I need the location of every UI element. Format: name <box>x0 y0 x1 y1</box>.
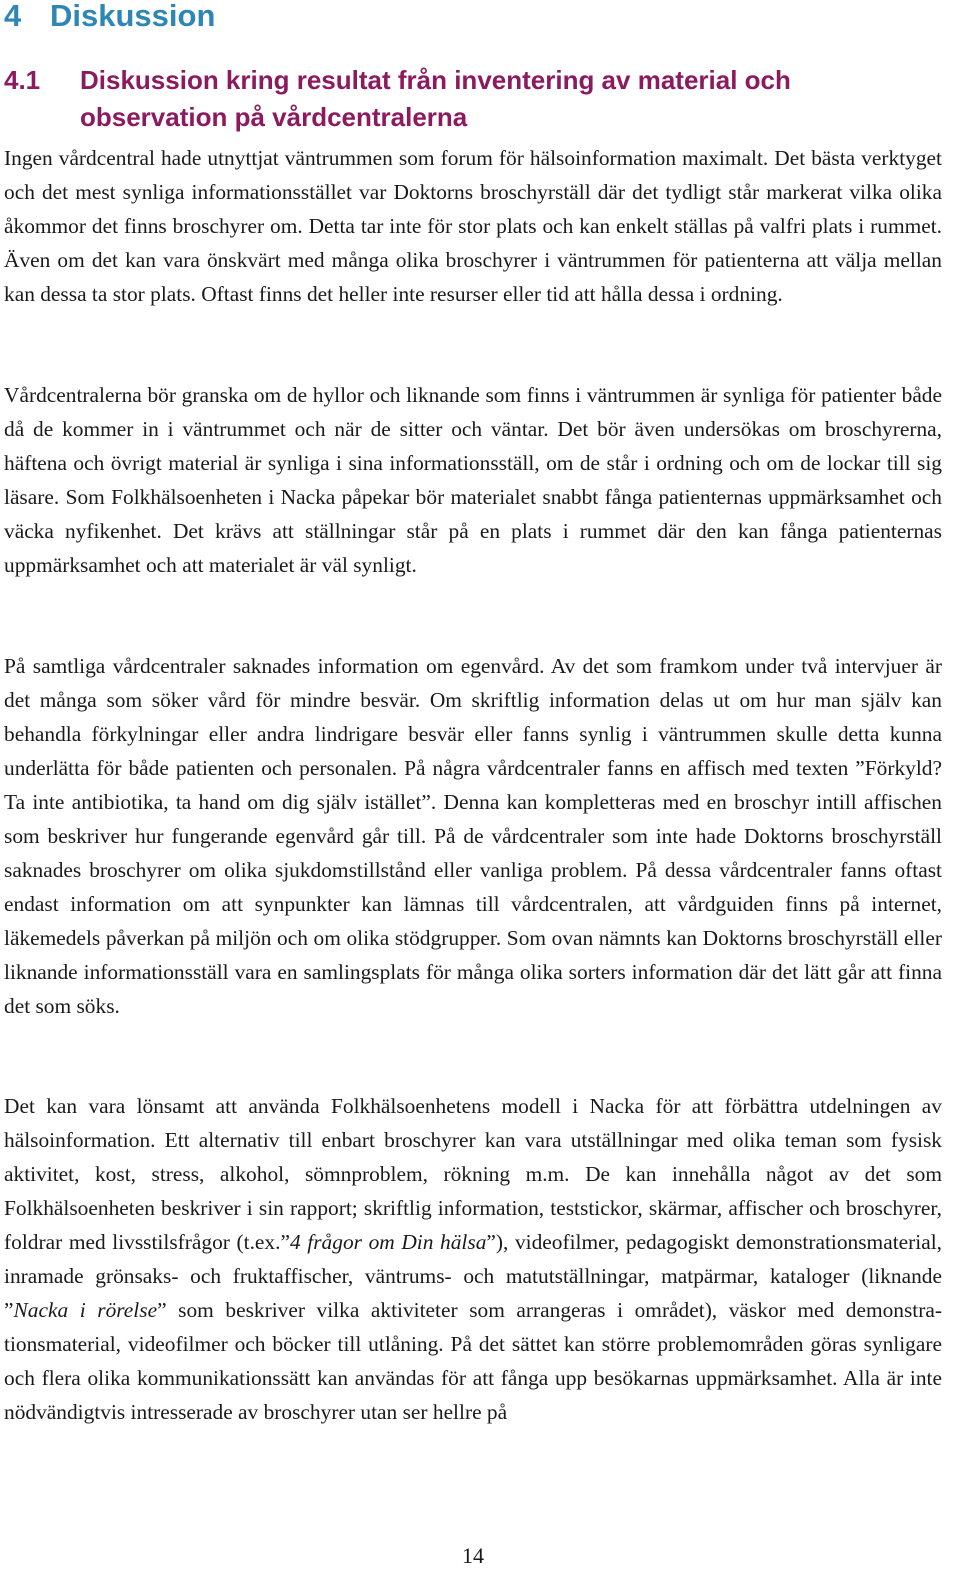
section-heading <box>4 0 215 36</box>
paragraph-4-italic-title-b: Nacka i rörelse <box>13 1298 158 1322</box>
subsection-heading <box>4 62 904 136</box>
section-title: Diskussion <box>50 0 216 33</box>
page-number: 14 <box>462 1543 484 1568</box>
subsection-number: 4.1 <box>4 65 41 95</box>
paragraph-3: På samtliga vårdcentraler saknades information om egenvård. Av det som framkom under två intervjuer är det många som söker vård för mindre besvär. Om skriftlig information delas ut om hur man själv kan behandla förkylningar eller andra lindrigare besvär eller fanns synlig i väntrummen skulle detta kunna underlätta för både patienten och personalen. På några vårdcentraler fanns en affisch med texten ”Förkyld? Ta inte antibiotika, ta hand om dig själv istället”. Denna kan kompletteras med en broschyr intill affischen som beskriver hur fungerande egenvård går till. På de vårdcentraler som inte hade Doktorns broschyrställ saknades broschyrer om olika sjukdomstillstånd eller vanliga problem. På dessa vårdcentraler fanns oftast endast information om att synpunkter kan lämnas till vårdcentralen, att vårdguiden finns på internet, läkemedels påverkan på miljön och om olika stödgrupper. Som ovan nämnts kan Doktorns broschyrställ eller liknande informationsställ vara en samlingsplats för många olika sorters information där det lätt går att finna det som söks. <box>4 654 942 1018</box>
paragraph-4-italic-title-a: 4 frågor om Din hälsa <box>289 1230 487 1254</box>
paragraph-4 <box>4 1089 942 1429</box>
paragraph-4-text-b: ”), videofilmer, pedagogiskt demonstrationsmaterial, inramade grönsaks- och fruktaffischer, väntrums- och matutställningar, matpärmar, kataloger (liknande ” <box>4 1230 942 1322</box>
subsection-title: Diskussion kring resultat från inventering av material och observation på vårdcentralerna <box>80 65 791 132</box>
paragraph-2: Vårdcentralerna bör granska om de hyllor och liknande som finns i väntrummen är synliga för patienter både då de kommer in i väntrummet och när de sitter och väntar. Det bör även undersökas om broschyrerna, häftena och övrigt material är synliga i sina informationsställ, om de står i ordning och om de lockar till sig läsare. Som Folkhälsoenheten i Nacka påpekar bör materialet snabbt fånga patienternas uppmärksamhet och väcka nyfikenhet. Det krävs att ställningar står på en plats i rummet där den kan fånga patienternas uppmärksamhet och att materialet är väl synligt. <box>4 383 942 577</box>
paragraph-4-text-a: Det kan vara lönsamt att använda Folkhälsoenhetens modell i Nacka för att förbättra utdelningen av hälsoinformation. Ett alternativ till enbart broschyrer kan vara utställningar med olika teman som fysisk aktivitet, kost, stress, alkohol, sömnproblem, rökning m.m. De kan innehålla något av det som Folkhälsoenheten beskriver i sin rapport; skriftlig information, teststickor, skärmar, affischer och broschyrer, foldrar med livsstilsfrågor (t.ex.” <box>4 1094 942 1254</box>
section-number: 4 <box>4 0 22 33</box>
paragraph-4-text-c: ” som beskriver vilka aktiviteter som arrangeras i området), väskor med demonstrationsmaterial, videofilmer och böcker till utlåning. På det sättet kan större problemområden göras synligare och flera olika kommunikationssätt kan användas för att fånga upp besökarnas uppmärksamhet. Alla är inte nödvändigtvis intresserade av broschyrer utan ser hellre på <box>4 1298 942 1424</box>
paragraph-1: Ingen vårdcentral hade utnyttjat väntrummen som forum för hälsoinformation maximalt. Det bästa verktyget och det mest synliga informationsstället var Doktorns broschyrställ där det tydligt står markerat vilka olika åkommor det finns broschyrer om. Detta tar inte för stor plats och kan enkelt ställas på valfri plats i rummet. Även om det kan vara önskvärt med många olika broschyrer i väntrummen för patienterna att välja mellan kan dessa ta stor plats. Oftast finns det heller inte resurser eller tid att hålla dessa i ordning. <box>4 146 942 306</box>
